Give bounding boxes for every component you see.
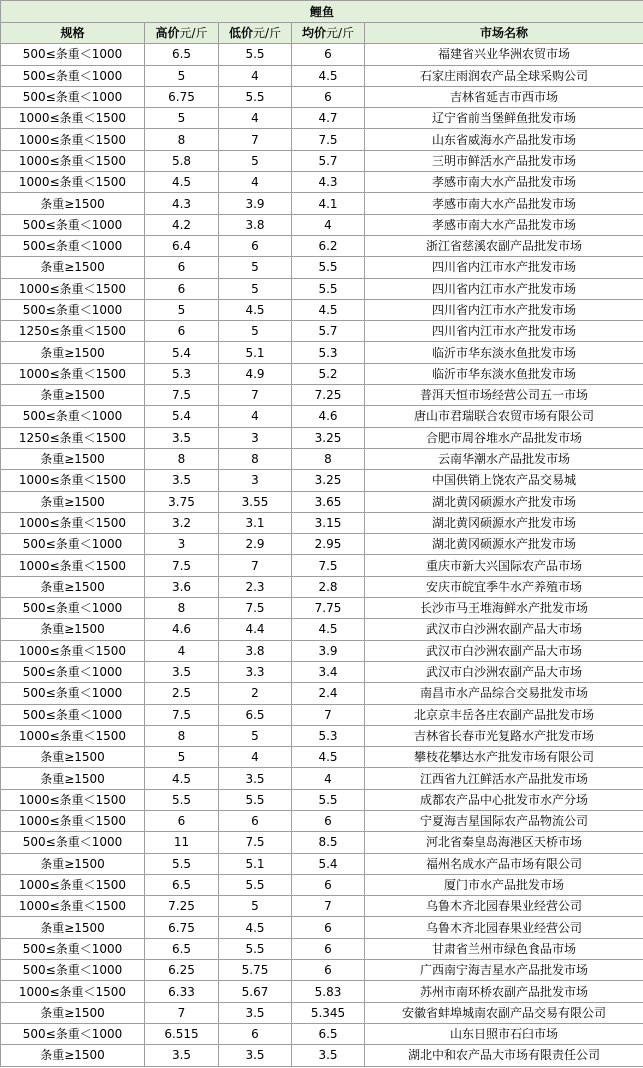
cell-low-price: 3.9 — [219, 193, 292, 214]
table-row — [1, 214, 643, 235]
table-row — [1, 385, 643, 406]
cell-spec: 500≤条重＜1000 — [1, 534, 145, 555]
cell-market: 广西南宁海吉星水产品批发市场 — [365, 960, 643, 981]
cell-avg-price: 4.5 — [292, 747, 365, 768]
cell-spec: 条重≥1500 — [1, 1002, 145, 1023]
cell-spec: 500≤条重＜1000 — [1, 938, 145, 959]
cell-low-price: 5 — [219, 321, 292, 342]
cell-spec: 条重≥1500 — [1, 768, 145, 789]
cell-avg-price: 4.5 — [292, 65, 365, 86]
cell-high-price: 6.33 — [145, 981, 219, 1002]
cell-market: 临沂市华东淡水鱼批发市场 — [365, 363, 643, 384]
table-row — [1, 853, 643, 874]
cell-avg-price: 7.5 — [292, 129, 365, 150]
table-row — [1, 491, 643, 512]
cell-low-price: 5.1 — [219, 342, 292, 363]
cell-market: 福州名成水产品市场有限公司 — [365, 853, 643, 874]
table-row — [1, 321, 643, 342]
cell-market: 合肥市周谷堆水产品批发市场 — [365, 427, 643, 448]
cell-spec: 条重≥1500 — [1, 448, 145, 469]
table-row — [1, 406, 643, 427]
cell-spec: 1000≤条重＜1500 — [1, 725, 145, 746]
cell-spec: 1000≤条重＜1500 — [1, 640, 145, 661]
cell-avg-price: 3.15 — [292, 512, 365, 533]
cell-high-price: 5 — [145, 747, 219, 768]
cell-avg-price: 7.25 — [292, 385, 365, 406]
table-body — [1, 44, 643, 1066]
cell-low-price: 3.55 — [219, 491, 292, 512]
cell-avg-price: 6 — [292, 44, 365, 65]
header-low-price: 低价元/斤 — [219, 23, 292, 44]
table-row — [1, 150, 643, 171]
cell-high-price: 6 — [145, 810, 219, 831]
cell-avg-price: 7 — [292, 896, 365, 917]
table-row — [1, 235, 643, 256]
table-row — [1, 44, 643, 65]
header-spec: 规格 — [1, 23, 145, 44]
cell-spec: 条重≥1500 — [1, 385, 145, 406]
cell-spec: 条重≥1500 — [1, 342, 145, 363]
cell-low-price: 3 — [219, 427, 292, 448]
table-row — [1, 704, 643, 725]
cell-spec: 500≤条重＜1000 — [1, 86, 145, 107]
cell-avg-price: 5.7 — [292, 150, 365, 171]
table-row — [1, 874, 643, 895]
cell-avg-price: 5.3 — [292, 725, 365, 746]
cell-high-price: 8 — [145, 448, 219, 469]
cell-avg-price: 7.75 — [292, 598, 365, 619]
cell-spec: 1000≤条重＜1500 — [1, 150, 145, 171]
cell-avg-price: 5.5 — [292, 257, 365, 278]
cell-high-price: 4.5 — [145, 768, 219, 789]
cell-spec: 500≤条重＜1000 — [1, 832, 145, 853]
cell-spec: 条重≥1500 — [1, 619, 145, 640]
cell-high-price: 6.515 — [145, 1023, 219, 1044]
cell-market: 山东日照市石臼市场 — [365, 1023, 643, 1044]
cell-low-price: 5.5 — [219, 874, 292, 895]
cell-market: 湖北黄冈硕源水产批发市场 — [365, 491, 643, 512]
cell-high-price: 4.6 — [145, 619, 219, 640]
cell-market: 苏州市南环桥农副产品批发市场 — [365, 981, 643, 1002]
cell-market: 北京京丰岳各庄农副产品批发市场 — [365, 704, 643, 725]
table-row — [1, 725, 643, 746]
cell-avg-price: 5.345 — [292, 1002, 365, 1023]
cell-low-price: 5 — [219, 278, 292, 299]
cell-avg-price: 5.5 — [292, 789, 365, 810]
header-high-price: 高价元/斤 — [145, 23, 219, 44]
cell-market: 江西省九江鲜活水产品批发市场 — [365, 768, 643, 789]
cell-avg-price: 3.25 — [292, 427, 365, 448]
cell-avg-price: 6.5 — [292, 1023, 365, 1044]
cell-market: 四川省内江市水产批发市场 — [365, 257, 643, 278]
table-row — [1, 981, 643, 1002]
table-row — [1, 65, 643, 86]
table-row — [1, 193, 643, 214]
cell-low-price: 6 — [219, 235, 292, 256]
cell-high-price: 4.3 — [145, 193, 219, 214]
table-row — [1, 299, 643, 320]
cell-low-price: 4 — [219, 65, 292, 86]
table-row — [1, 810, 643, 831]
table-row — [1, 661, 643, 682]
cell-low-price: 4 — [219, 406, 292, 427]
table-row — [1, 470, 643, 491]
cell-high-price: 3.5 — [145, 470, 219, 491]
cell-high-price: 6.5 — [145, 44, 219, 65]
cell-spec: 条重≥1500 — [1, 853, 145, 874]
cell-market: 攀枝花攀达水产批发市场有限公司 — [365, 747, 643, 768]
cell-spec: 条重≥1500 — [1, 747, 145, 768]
cell-market: 南昌市水产品综合交易批发市场 — [365, 683, 643, 704]
cell-avg-price: 8 — [292, 448, 365, 469]
cell-spec: 500≤条重＜1000 — [1, 235, 145, 256]
table-row — [1, 938, 643, 959]
cell-low-price: 7.5 — [219, 832, 292, 853]
cell-avg-price: 2.95 — [292, 534, 365, 555]
cell-avg-price: 5.4 — [292, 853, 365, 874]
cell-market: 云南华潮水产品批发市场 — [365, 448, 643, 469]
cell-avg-price: 4.3 — [292, 172, 365, 193]
cell-high-price: 7.5 — [145, 704, 219, 725]
cell-high-price: 4.2 — [145, 214, 219, 235]
cell-low-price: 5.5 — [219, 44, 292, 65]
cell-low-price: 3.8 — [219, 640, 292, 661]
cell-avg-price: 4 — [292, 214, 365, 235]
cell-high-price: 8 — [145, 129, 219, 150]
table-row — [1, 640, 643, 661]
cell-low-price: 3.5 — [219, 768, 292, 789]
cell-low-price: 7 — [219, 385, 292, 406]
cell-avg-price: 6 — [292, 810, 365, 831]
cell-spec: 1000≤条重＜1500 — [1, 470, 145, 491]
cell-high-price: 6.75 — [145, 86, 219, 107]
cell-avg-price: 6 — [292, 960, 365, 981]
table-row — [1, 129, 643, 150]
table-row — [1, 768, 643, 789]
table-row — [1, 448, 643, 469]
cell-high-price: 5 — [145, 108, 219, 129]
cell-high-price: 8 — [145, 725, 219, 746]
cell-low-price: 5.67 — [219, 981, 292, 1002]
table-row — [1, 917, 643, 938]
cell-market: 安庆市皖宜季牛水产养殖市场 — [365, 576, 643, 597]
cell-high-price: 5 — [145, 299, 219, 320]
table-row — [1, 342, 643, 363]
cell-market: 湖北中和农产品大市场有限责任公司 — [365, 1045, 643, 1066]
cell-market: 四川省内江市水产批发市场 — [365, 278, 643, 299]
cell-low-price: 2 — [219, 683, 292, 704]
cell-low-price: 2.9 — [219, 534, 292, 555]
table-row — [1, 896, 643, 917]
cell-avg-price: 6 — [292, 917, 365, 938]
cell-high-price: 3.5 — [145, 427, 219, 448]
cell-spec: 条重≥1500 — [1, 491, 145, 512]
cell-market: 安徽省蚌埠城南农副产品交易有限公司 — [365, 1002, 643, 1023]
cell-avg-price: 7.5 — [292, 555, 365, 576]
cell-market: 湖北黄冈硕源水产批发市场 — [365, 512, 643, 533]
cell-spec: 1250≤条重＜1500 — [1, 321, 145, 342]
table-row — [1, 512, 643, 533]
cell-low-price: 5.75 — [219, 960, 292, 981]
cell-high-price: 3.75 — [145, 491, 219, 512]
cell-spec: 1000≤条重＜1500 — [1, 363, 145, 384]
cell-high-price: 7 — [145, 1002, 219, 1023]
cell-high-price: 6.75 — [145, 917, 219, 938]
table-row — [1, 789, 643, 810]
table-row — [1, 363, 643, 384]
cell-market: 孝感市南大水产品批发市场 — [365, 193, 643, 214]
cell-market: 甘肃省兰州市绿色食品市场 — [365, 938, 643, 959]
table-row — [1, 86, 643, 107]
cell-high-price: 5.4 — [145, 342, 219, 363]
cell-avg-price: 4.5 — [292, 299, 365, 320]
cell-spec: 500≤条重＜1000 — [1, 960, 145, 981]
cell-market: 成都农产品中心批发市水产分场 — [365, 789, 643, 810]
cell-market: 河北省秦皇岛海港区天桥市场 — [365, 832, 643, 853]
cell-high-price: 5.4 — [145, 406, 219, 427]
table-row — [1, 427, 643, 448]
table-row — [1, 598, 643, 619]
cell-spec: 500≤条重＜1000 — [1, 704, 145, 725]
cell-spec: 500≤条重＜1000 — [1, 683, 145, 704]
cell-spec: 1000≤条重＜1500 — [1, 874, 145, 895]
cell-market: 长沙市马王堆海鲜水产批发市场 — [365, 598, 643, 619]
cell-low-price: 3.5 — [219, 1045, 292, 1066]
table-title: 鲤鱼 — [1, 1, 643, 23]
cell-market: 武汉市白沙洲农副产品大市场 — [365, 661, 643, 682]
cell-market: 山东省威海水产品批发市场 — [365, 129, 643, 150]
cell-avg-price: 3.5 — [292, 1045, 365, 1066]
cell-avg-price: 5.83 — [292, 981, 365, 1002]
cell-high-price: 8 — [145, 598, 219, 619]
cell-high-price: 4.5 — [145, 172, 219, 193]
cell-low-price: 7 — [219, 129, 292, 150]
cell-high-price: 6.4 — [145, 235, 219, 256]
cell-market: 唐山市君瑞联合农贸市场有限公司 — [365, 406, 643, 427]
cell-market: 福建省兴业华洲农贸市场 — [365, 44, 643, 65]
cell-low-price: 5.5 — [219, 86, 292, 107]
cell-avg-price: 3.65 — [292, 491, 365, 512]
cell-low-price: 3.5 — [219, 1002, 292, 1023]
cell-high-price: 2.5 — [145, 683, 219, 704]
cell-avg-price: 5.3 — [292, 342, 365, 363]
cell-spec: 1000≤条重＜1500 — [1, 108, 145, 129]
cell-market: 中国供销上饶农产品交易城 — [365, 470, 643, 491]
cell-low-price: 6 — [219, 810, 292, 831]
cell-market: 孝感市南大水产品批发市场 — [365, 214, 643, 235]
cell-low-price: 5.1 — [219, 853, 292, 874]
cell-spec: 条重≥1500 — [1, 1045, 145, 1066]
cell-spec: 1000≤条重＜1500 — [1, 555, 145, 576]
cell-avg-price: 3.4 — [292, 661, 365, 682]
cell-low-price: 5.5 — [219, 789, 292, 810]
cell-avg-price: 5.7 — [292, 321, 365, 342]
cell-market: 重庆市新大兴国际农产品市场 — [365, 555, 643, 576]
cell-avg-price: 4.5 — [292, 619, 365, 640]
table-row — [1, 108, 643, 129]
cell-low-price: 5 — [219, 725, 292, 746]
cell-spec: 1000≤条重＜1500 — [1, 172, 145, 193]
cell-low-price: 3 — [219, 470, 292, 491]
cell-spec: 500≤条重＜1000 — [1, 661, 145, 682]
header-market: 市场名称 — [365, 23, 643, 44]
cell-high-price: 4 — [145, 640, 219, 661]
cell-high-price: 3.6 — [145, 576, 219, 597]
cell-spec: 500≤条重＜1000 — [1, 44, 145, 65]
cell-spec: 1000≤条重＜1500 — [1, 512, 145, 533]
table-row — [1, 257, 643, 278]
header-avg-price: 均价元/斤 — [292, 23, 365, 44]
cell-spec: 条重≥1500 — [1, 193, 145, 214]
cell-high-price: 5 — [145, 65, 219, 86]
cell-high-price: 6 — [145, 278, 219, 299]
cell-spec: 1000≤条重＜1500 — [1, 981, 145, 1002]
cell-avg-price: 2.8 — [292, 576, 365, 597]
cell-high-price: 5.8 — [145, 150, 219, 171]
cell-spec: 500≤条重＜1000 — [1, 299, 145, 320]
cell-market: 临沂市华东淡水鱼批发市场 — [365, 342, 643, 363]
cell-avg-price: 5.5 — [292, 278, 365, 299]
cell-avg-price: 6 — [292, 938, 365, 959]
cell-spec: 1000≤条重＜1500 — [1, 810, 145, 831]
table-row — [1, 1023, 643, 1044]
cell-high-price: 3.5 — [145, 661, 219, 682]
cell-low-price: 8 — [219, 448, 292, 469]
cell-spec: 500≤条重＜1000 — [1, 598, 145, 619]
cell-spec: 500≤条重＜1000 — [1, 1023, 145, 1044]
cell-high-price: 6.25 — [145, 960, 219, 981]
cell-avg-price: 4.7 — [292, 108, 365, 129]
table-row — [1, 534, 643, 555]
cell-market: 三明市鲜活水产品批发市场 — [365, 150, 643, 171]
cell-low-price: 4 — [219, 172, 292, 193]
cell-low-price: 7.5 — [219, 598, 292, 619]
cell-low-price: 4.9 — [219, 363, 292, 384]
cell-spec: 条重≥1500 — [1, 917, 145, 938]
cell-low-price: 5 — [219, 150, 292, 171]
cell-low-price: 3.8 — [219, 214, 292, 235]
table-row — [1, 619, 643, 640]
cell-spec: 条重≥1500 — [1, 257, 145, 278]
cell-avg-price: 3.9 — [292, 640, 365, 661]
cell-market: 武汉市白沙洲农副产品大市场 — [365, 619, 643, 640]
cell-spec: 1000≤条重＜1500 — [1, 129, 145, 150]
cell-low-price: 3.3 — [219, 661, 292, 682]
cell-market: 厦门市水产品批发市场 — [365, 874, 643, 895]
cell-avg-price: 4 — [292, 768, 365, 789]
cell-avg-price: 4.1 — [292, 193, 365, 214]
cell-market: 湖北黄冈硕源水产批发市场 — [365, 534, 643, 555]
cell-high-price: 3 — [145, 534, 219, 555]
table-row — [1, 960, 643, 981]
cell-high-price: 6 — [145, 257, 219, 278]
cell-spec: 1250≤条重＜1500 — [1, 427, 145, 448]
cell-high-price: 5.5 — [145, 853, 219, 874]
table-title-row — [1, 1, 643, 23]
cell-high-price: 6.5 — [145, 874, 219, 895]
cell-market: 四川省内江市水产批发市场 — [365, 321, 643, 342]
cell-avg-price: 8.5 — [292, 832, 365, 853]
cell-market: 辽宁省前当堡鲜鱼批发市场 — [365, 108, 643, 129]
table-row — [1, 683, 643, 704]
cell-spec: 1000≤条重＜1500 — [1, 278, 145, 299]
cell-market: 宁夏海吉星国际农产品物流公司 — [365, 810, 643, 831]
cell-spec: 条重≥1500 — [1, 576, 145, 597]
cell-high-price: 3.2 — [145, 512, 219, 533]
cell-spec: 500≤条重＜1000 — [1, 406, 145, 427]
table-row — [1, 1045, 643, 1066]
table-row — [1, 576, 643, 597]
cell-low-price: 6.5 — [219, 704, 292, 725]
table-row — [1, 832, 643, 853]
cell-avg-price: 4.6 — [292, 406, 365, 427]
table-row — [1, 747, 643, 768]
cell-avg-price: 6 — [292, 86, 365, 107]
cell-high-price: 6 — [145, 321, 219, 342]
cell-market: 四川省内江市水产批发市场 — [365, 299, 643, 320]
cell-low-price: 3.1 — [219, 512, 292, 533]
cell-high-price: 7.5 — [145, 555, 219, 576]
cell-avg-price: 3.25 — [292, 470, 365, 491]
cell-low-price: 7 — [219, 555, 292, 576]
cell-low-price: 4 — [219, 747, 292, 768]
cell-low-price: 4.4 — [219, 619, 292, 640]
cell-high-price: 5.3 — [145, 363, 219, 384]
cell-spec: 500≤条重＜1000 — [1, 65, 145, 86]
cell-high-price: 7.25 — [145, 896, 219, 917]
cell-avg-price: 5.2 — [292, 363, 365, 384]
cell-spec: 1000≤条重＜1500 — [1, 789, 145, 810]
cell-low-price: 4.5 — [219, 917, 292, 938]
table-row — [1, 1002, 643, 1023]
cell-avg-price: 6 — [292, 874, 365, 895]
cell-market: 浙江省慈溪农副产品批发市场 — [365, 235, 643, 256]
cell-avg-price: 2.4 — [292, 683, 365, 704]
cell-market: 石家庄雨润农产品全球采购公司 — [365, 65, 643, 86]
cell-low-price: 2.3 — [219, 576, 292, 597]
table-row — [1, 172, 643, 193]
table-row — [1, 555, 643, 576]
cell-market: 普洱天恒市场经营公司五一市场 — [365, 385, 643, 406]
cell-market: 吉林省延吉市西市场 — [365, 86, 643, 107]
cell-high-price: 7.5 — [145, 385, 219, 406]
cell-low-price: 4 — [219, 108, 292, 129]
cell-market: 孝感市南大水产品批发市场 — [365, 172, 643, 193]
cell-avg-price: 7 — [292, 704, 365, 725]
cell-spec: 1000≤条重＜1500 — [1, 896, 145, 917]
cell-market: 乌鲁木齐北园春果业经营公司 — [365, 896, 643, 917]
cell-low-price: 6 — [219, 1023, 292, 1044]
header-row — [1, 23, 643, 44]
cell-low-price: 5 — [219, 257, 292, 278]
cell-spec: 500≤条重＜1000 — [1, 214, 145, 235]
cell-low-price: 4.5 — [219, 299, 292, 320]
cell-avg-price: 6.2 — [292, 235, 365, 256]
table-row — [1, 278, 643, 299]
cell-market: 武汉市白沙洲农副产品大市场 — [365, 640, 643, 661]
cell-low-price: 5 — [219, 896, 292, 917]
cell-high-price: 6.5 — [145, 938, 219, 959]
cell-high-price: 5.5 — [145, 789, 219, 810]
cell-market: 吉林省长春市光复路水产批发市场 — [365, 725, 643, 746]
cell-market: 乌鲁木齐北园春果业经营公司 — [365, 917, 643, 938]
cell-low-price: 5.5 — [219, 938, 292, 959]
cell-high-price: 11 — [145, 832, 219, 853]
cell-high-price: 3.5 — [145, 1045, 219, 1066]
